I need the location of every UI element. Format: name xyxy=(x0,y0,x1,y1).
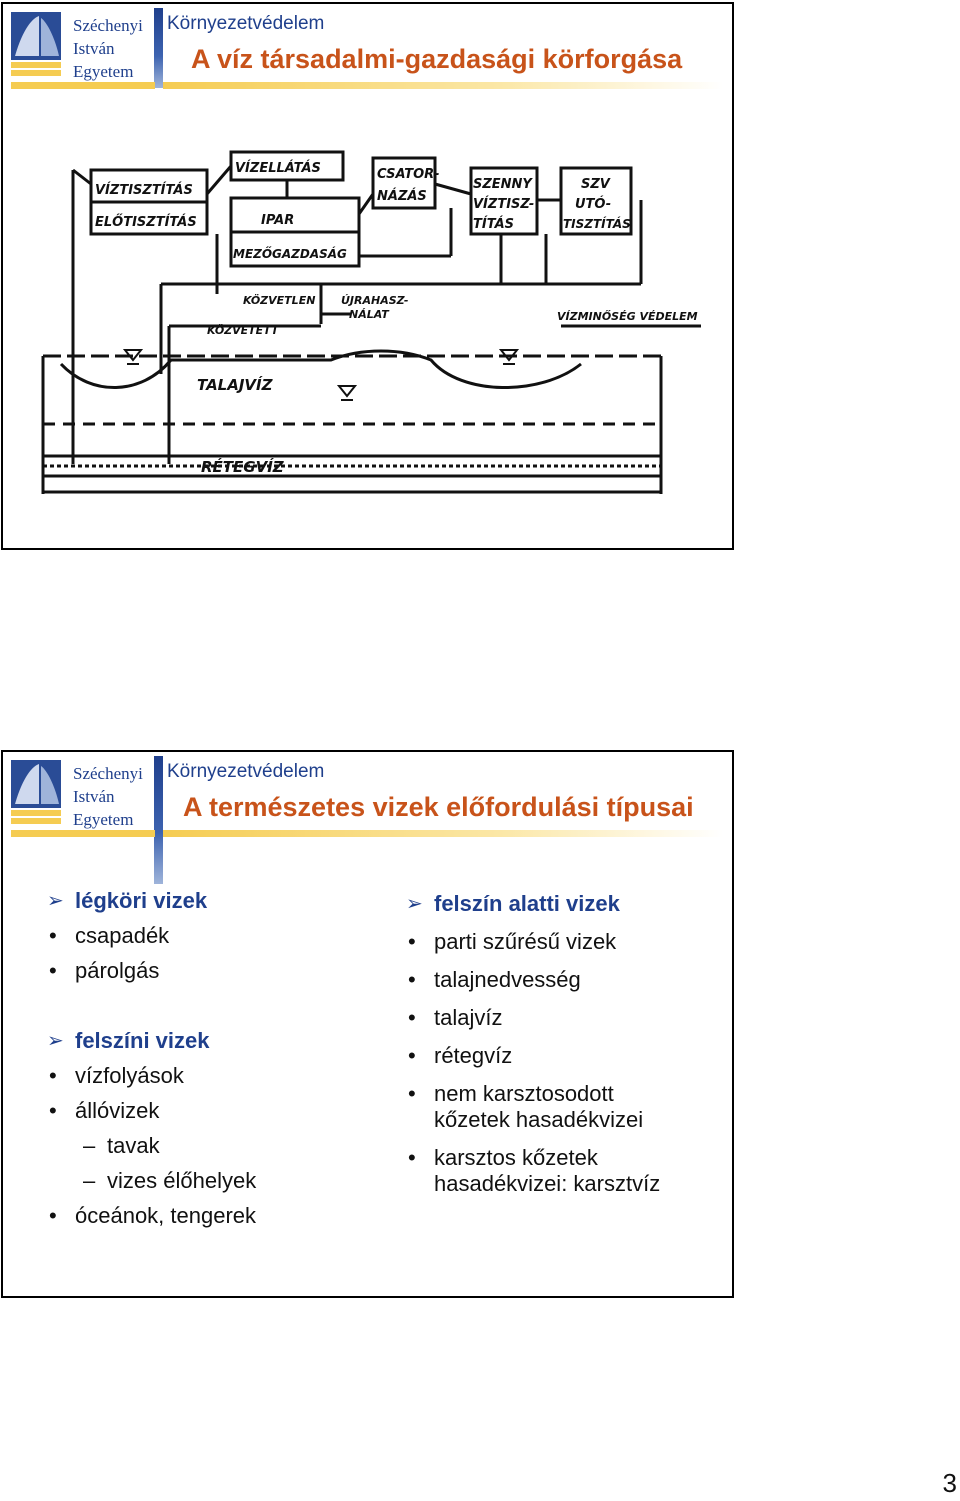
list-item xyxy=(47,958,256,984)
label-water-treatment: VÍZTISZTÍTÁS xyxy=(95,183,193,198)
bullet-icon: • xyxy=(408,929,416,954)
list-item-text: párolgás xyxy=(75,958,160,983)
slide-title: A víz társadalmi-gazdasági körforgása xyxy=(191,44,683,74)
slide-water-cycle xyxy=(1,2,734,550)
subject-label: Környezetvédelem xyxy=(167,761,325,782)
sub-list-item xyxy=(47,1133,256,1159)
dash-bullet-icon: – xyxy=(83,1133,96,1158)
university-line-2: István xyxy=(73,39,115,58)
university-line-1: Széchenyi xyxy=(73,764,143,783)
list-item-text: talajnedvesség xyxy=(434,967,581,992)
dash-bullet-icon: – xyxy=(83,1168,96,1193)
header-underline-left xyxy=(11,82,155,89)
label-water-supply: VÍZELLÁTÁS xyxy=(235,161,321,176)
list-item-text: csapadék xyxy=(75,923,170,948)
label-szv-3: TISZTÍTÁS xyxy=(563,217,631,231)
list-heading xyxy=(47,1028,256,1054)
bullet-icon: • xyxy=(408,1145,416,1170)
label-agriculture: MEZŐGAZDASÁG xyxy=(233,247,347,261)
university-name xyxy=(73,14,143,83)
label-groundwater: TALAJVÍZ xyxy=(197,376,273,394)
label-sewerage-1: CSATOR- xyxy=(377,167,440,182)
label-szv-2: UTÓ- xyxy=(575,197,612,212)
label-wastewater-3: TÍTÁS xyxy=(473,217,514,232)
list-item xyxy=(47,923,256,949)
university-line-1: Széchenyi xyxy=(73,16,143,35)
list-item-text: vizes élőhelyek xyxy=(107,1168,257,1193)
list-item-text: állóvizek xyxy=(75,1098,160,1123)
label-wastewater-1: SZENNY xyxy=(473,177,532,192)
university-name xyxy=(73,762,143,831)
slide-title: A természetes vizek előfordulási típusai xyxy=(183,792,694,822)
header-divider xyxy=(154,756,163,884)
page-number: 3 xyxy=(942,1468,957,1498)
list-item xyxy=(406,1043,660,1069)
bullet-icon: • xyxy=(408,967,416,992)
list-item-text: parti szűrésű vizek xyxy=(434,929,617,954)
list-item xyxy=(47,1098,256,1124)
university-logo-icon xyxy=(9,8,65,80)
label-direct: KÖZVETLEN xyxy=(243,294,316,307)
left-column xyxy=(47,888,256,1229)
list-item-text: légköri vizek xyxy=(75,888,208,913)
arrow-bullet-icon: ➢ xyxy=(47,1030,64,1052)
list-item-text: felszín alatti vizek xyxy=(434,891,620,916)
list-item-text: felszíni vizek xyxy=(75,1028,210,1053)
list-item xyxy=(406,1145,660,1197)
bullet-icon: • xyxy=(408,1005,416,1030)
list-item xyxy=(47,1063,256,1089)
label-industry: IPAR xyxy=(261,213,295,228)
label-indirect: KÖZVETETT xyxy=(207,324,279,337)
right-column xyxy=(406,888,660,1197)
list-item-text: nem karsztosodott xyxy=(434,1081,614,1106)
list-item-text: kőzetek hasadékvizei xyxy=(434,1107,644,1132)
bullet-icon: • xyxy=(49,1063,57,1088)
label-pretreatment: ELŐTISZTÍTÁS xyxy=(95,215,197,230)
water-cycle-diagram xyxy=(21,134,721,534)
bullet-icon: • xyxy=(49,958,57,983)
bullet-icon: • xyxy=(49,1098,57,1123)
list-item-text: óceánok, tengerek xyxy=(75,1203,257,1228)
label-sewerage-2: NÁZÁS xyxy=(377,189,427,204)
header-underline xyxy=(163,82,723,89)
list-item-text: tavak xyxy=(107,1133,160,1158)
list-heading xyxy=(406,891,660,917)
list-item-text: hasadékvizei: karsztvíz xyxy=(434,1171,661,1196)
list-item xyxy=(47,1203,256,1229)
bullet-icon: • xyxy=(408,1043,416,1068)
bullet-icon: • xyxy=(49,1203,57,1228)
list-item-text: rétegvíz xyxy=(434,1043,513,1068)
bullet-icon: • xyxy=(49,923,57,948)
university-logo-icon xyxy=(9,756,65,828)
header-underline-left xyxy=(11,830,155,837)
label-reuse-2: NÁLAT xyxy=(349,308,389,321)
university-line-3: Egyetem xyxy=(73,62,134,81)
slide-natural-waters xyxy=(1,750,734,1298)
label-confined-groundwater: RÉTEGVÍZ xyxy=(201,458,284,476)
university-line-3: Egyetem xyxy=(73,810,134,829)
label-water-quality-protection: VÍZMINŐSÉG VÉDELEM xyxy=(557,310,698,323)
label-reuse-1: ÚJRAHASZ- xyxy=(341,294,409,307)
subject-label: Környezetvédelem xyxy=(167,13,325,34)
list-item-text: talajvíz xyxy=(434,1005,503,1030)
label-szv-1: SZV xyxy=(581,177,610,192)
header-underline xyxy=(163,830,723,837)
list-item xyxy=(406,929,660,955)
sub-list-item xyxy=(47,1168,256,1194)
arrow-bullet-icon: ➢ xyxy=(406,893,423,915)
list-item xyxy=(406,967,660,993)
header-divider xyxy=(154,8,163,88)
list-item xyxy=(406,1005,660,1031)
list-item xyxy=(406,1081,660,1133)
university-line-2: István xyxy=(73,787,115,806)
arrow-bullet-icon: ➢ xyxy=(47,890,64,912)
list-item-text: karsztos kőzetek xyxy=(434,1145,598,1170)
bullet-icon: • xyxy=(408,1081,416,1106)
list-item-text: vízfolyások xyxy=(75,1063,184,1088)
list-heading xyxy=(47,888,256,914)
label-wastewater-2: VÍZTISZ- xyxy=(473,197,535,212)
